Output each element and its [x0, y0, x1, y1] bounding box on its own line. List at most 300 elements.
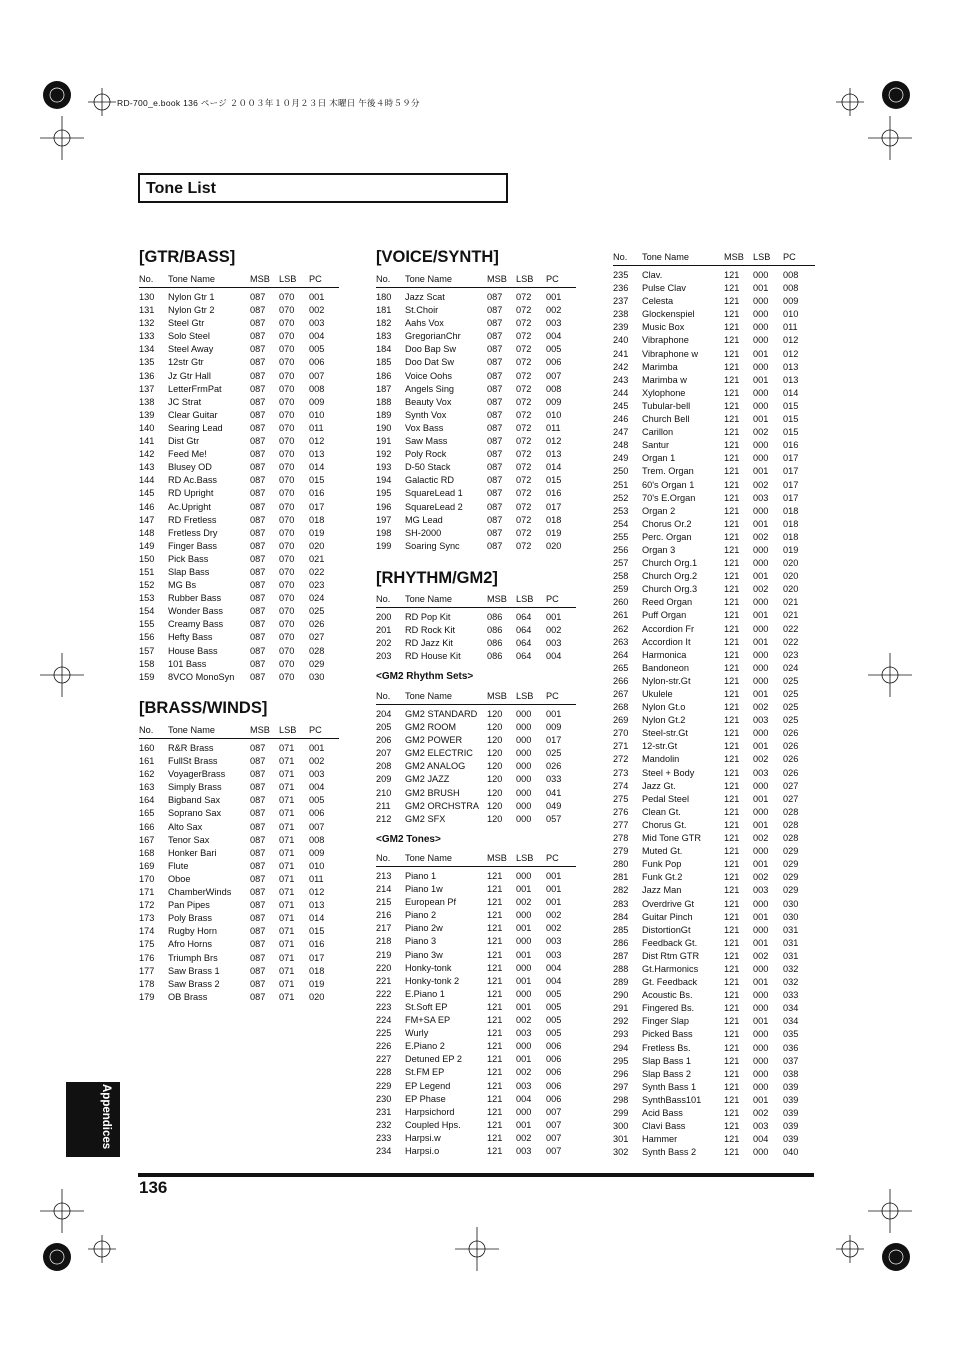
cell-msb: 121 — [724, 492, 740, 503]
cell-no: 200 — [376, 612, 392, 622]
cell-name: VoyagerBrass — [168, 769, 226, 780]
cell-name: Jazz Man — [642, 885, 682, 896]
cell-pc: 003 — [546, 949, 562, 960]
cell-lsb: 000 — [516, 871, 532, 881]
cell-name: Picked Bass — [642, 1029, 693, 1040]
cell-lsb: 070 — [279, 580, 295, 591]
cell-no: 188 — [376, 396, 392, 407]
cell-msb: 087 — [487, 501, 503, 512]
cell-lsb: 000 — [753, 924, 769, 935]
cell-lsb: 070 — [279, 436, 295, 447]
cell-pc: 027 — [783, 780, 799, 791]
cell-msb: 121 — [487, 871, 503, 881]
cell-pc: 018 — [546, 514, 562, 525]
table-row — [613, 963, 815, 976]
cell-name: Acid Bass — [642, 1108, 683, 1118]
table-row — [613, 269, 815, 282]
cell-name: Oboe — [168, 873, 191, 884]
cell-no: 257 — [613, 558, 629, 569]
cell-no: 267 — [613, 689, 629, 699]
cell-lsb: 001 — [753, 911, 769, 922]
cell-msb: 087 — [250, 847, 266, 858]
cell-lsb: 072 — [516, 527, 532, 538]
cell-msb: 121 — [487, 1106, 503, 1117]
cell-pc: 023 — [309, 580, 325, 591]
cell-name: St.Choir — [405, 305, 439, 316]
column-header-msb: MSB — [487, 594, 507, 604]
table-row — [613, 649, 815, 662]
cell-msb: 121 — [724, 1147, 740, 1158]
cell-msb: 121 — [724, 689, 740, 699]
cell-name: Santur — [642, 440, 670, 451]
cell-lsb: 000 — [753, 387, 769, 398]
table-row — [613, 1107, 815, 1120]
cell-msb: 121 — [724, 819, 740, 830]
table-row — [613, 623, 815, 636]
cell-name: RD Ac.Bass — [168, 475, 218, 486]
cell-lsb: 001 — [753, 741, 769, 752]
cell-pc: 005 — [546, 988, 562, 999]
cell-no: 290 — [613, 990, 629, 1001]
cell-name: GM2 JAZZ — [405, 774, 450, 785]
cell-pc: 004 — [546, 962, 562, 973]
cell-no: 227 — [376, 1054, 392, 1065]
cell-no: 213 — [376, 871, 392, 881]
table-row — [376, 624, 576, 637]
table-row — [376, 1093, 576, 1106]
cell-no: 220 — [376, 962, 392, 973]
cell-pc: 026 — [546, 761, 562, 772]
cell-lsb: 070 — [279, 422, 295, 433]
cell-msb: 121 — [724, 374, 740, 385]
table-row — [613, 714, 815, 727]
cell-pc: 028 — [783, 833, 799, 844]
cell-msb: 121 — [724, 898, 740, 909]
cell-msb: 087 — [250, 488, 266, 499]
cell-name: Piano 1w — [405, 884, 443, 895]
table-row — [139, 886, 339, 899]
cell-lsb: 003 — [753, 1121, 769, 1132]
cell-pc: 014 — [783, 387, 799, 398]
cell-msb: 087 — [250, 553, 266, 564]
table-row — [376, 813, 576, 826]
table-row — [376, 514, 576, 527]
cell-msb: 087 — [487, 396, 503, 407]
table-row — [376, 304, 576, 317]
table-row — [376, 734, 576, 747]
cell-no: 273 — [613, 767, 629, 778]
cell-name: Steel Away — [168, 344, 214, 355]
cell-no: 231 — [376, 1106, 392, 1117]
cell-name: Steel Gtr — [168, 318, 205, 329]
cell-pc: 037 — [783, 1055, 799, 1066]
cell-msb: 087 — [250, 658, 266, 669]
cell-lsb: 001 — [753, 859, 769, 870]
cell-no: 223 — [376, 1001, 392, 1012]
cell-pc: 015 — [309, 926, 325, 937]
cell-lsb: 001 — [753, 937, 769, 948]
column-header-no: No. — [613, 252, 628, 262]
cell-lsb: 071 — [279, 860, 295, 871]
cell-msb: 121 — [487, 1119, 503, 1130]
cell-msb: 121 — [724, 558, 740, 569]
cell-msb: 121 — [487, 1015, 503, 1026]
cell-name: EP Phase — [405, 1093, 446, 1104]
cell-lsb: 001 — [753, 348, 769, 359]
cell-lsb: 001 — [753, 518, 769, 529]
table-row — [613, 989, 815, 1002]
cell-lsb: 004 — [753, 1134, 769, 1145]
cell-msb: 087 — [487, 318, 503, 329]
cell-lsb: 072 — [516, 396, 532, 407]
cell-no: 174 — [139, 926, 155, 937]
table-row — [613, 439, 815, 452]
table-row — [376, 540, 576, 553]
cell-pc: 015 — [546, 475, 562, 486]
cell-lsb: 071 — [279, 821, 295, 832]
table-row — [613, 1015, 815, 1028]
table-row — [613, 1081, 815, 1094]
cell-pc: 023 — [783, 649, 799, 660]
cell-lsb: 000 — [516, 962, 532, 973]
cell-lsb: 000 — [753, 440, 769, 451]
cell-no: 276 — [613, 806, 629, 817]
table-row — [613, 688, 815, 701]
cell-no: 148 — [139, 527, 155, 538]
cell-pc: 014 — [309, 913, 325, 924]
cell-msb: 087 — [250, 501, 266, 512]
cell-name: Carillon — [642, 427, 674, 438]
cell-msb: 087 — [487, 527, 503, 538]
cell-name: Bigband Sax — [168, 795, 221, 806]
cell-name: Acoustic Bs. — [642, 990, 693, 1001]
cell-name: Rubber Bass — [168, 593, 222, 604]
cell-no: 154 — [139, 606, 155, 617]
cell-name: Poly Brass — [168, 913, 212, 924]
cell-name: E.Piano 2 — [405, 1041, 445, 1052]
table-row — [613, 334, 815, 347]
cell-no: 183 — [376, 331, 392, 342]
cell-name: 12-str.Gt — [642, 741, 678, 752]
table-row — [613, 845, 815, 858]
cell-name: Ac.Upright — [168, 501, 211, 512]
cell-name: GM2 ORCHSTRA — [405, 800, 480, 811]
cell-lsb: 000 — [753, 649, 769, 660]
table-rhythm-gm2 — [376, 591, 576, 663]
cell-pc: 013 — [309, 449, 325, 460]
cell-lsb: 070 — [279, 658, 295, 669]
cell-name: E.Piano 1 — [405, 988, 445, 999]
cell-pc: 039 — [783, 1108, 799, 1118]
cell-no: 238 — [613, 309, 629, 320]
cell-pc: 035 — [783, 1029, 799, 1040]
cell-no: 239 — [613, 322, 629, 333]
cell-lsb: 000 — [516, 988, 532, 999]
cell-no: 233 — [376, 1132, 392, 1143]
table-row — [139, 794, 339, 807]
cell-name: R&R Brass — [168, 743, 214, 753]
table-row — [613, 544, 815, 557]
cell-pc: 004 — [546, 331, 562, 342]
cell-lsb: 002 — [753, 833, 769, 844]
cell-msb: 087 — [250, 318, 266, 329]
cell-msb: 087 — [487, 409, 503, 420]
cell-msb: 087 — [487, 449, 503, 460]
cell-pc: 020 — [309, 991, 325, 1002]
cell-lsb: 071 — [279, 834, 295, 845]
cell-msb: 121 — [487, 975, 503, 986]
cell-pc: 032 — [783, 977, 799, 988]
cell-msb: 121 — [724, 872, 740, 883]
cell-no: 243 — [613, 374, 629, 385]
cell-pc: 013 — [783, 361, 799, 372]
cell-no: 138 — [139, 396, 155, 407]
cell-pc: 011 — [546, 422, 561, 433]
cell-name: Slap Bass 2 — [642, 1068, 692, 1079]
cell-pc: 003 — [309, 318, 325, 329]
cell-name: Doo Bap Sw — [405, 344, 457, 355]
table-row — [376, 949, 576, 962]
table-row — [376, 1027, 576, 1040]
cell-lsb: 002 — [516, 1132, 532, 1143]
cell-no: 164 — [139, 795, 155, 806]
cell-msb: 087 — [487, 436, 503, 447]
cell-pc: 034 — [783, 1016, 799, 1027]
cell-msb: 087 — [487, 383, 503, 394]
cell-lsb: 070 — [279, 409, 295, 420]
cell-no: 293 — [613, 1029, 629, 1040]
cell-lsb: 000 — [753, 597, 769, 608]
table-row — [139, 925, 339, 938]
cell-msb: 121 — [724, 427, 740, 438]
cell-name: Saw Mass — [405, 436, 448, 447]
table-row — [139, 847, 339, 860]
cell-name: SynthBass101 — [642, 1094, 702, 1105]
cell-pc: 011 — [309, 422, 324, 433]
cell-no: 269 — [613, 715, 629, 726]
cell-pc: 039 — [783, 1094, 799, 1105]
cell-name: Harpsichord — [405, 1106, 455, 1117]
cell-lsb: 001 — [516, 884, 532, 895]
cell-msb: 086 — [487, 612, 503, 622]
cell-no: 211 — [376, 800, 391, 811]
subheading-gm2-tones: <GM2 Tones> — [376, 834, 441, 845]
cell-name: Chorus Or.2 — [642, 518, 692, 529]
table-row — [376, 1066, 576, 1079]
cell-pc: 001 — [546, 612, 562, 622]
cell-name: GM2 ROOM — [405, 722, 457, 733]
table-row — [139, 781, 339, 794]
cell-pc: 025 — [783, 689, 799, 699]
cell-no: 288 — [613, 963, 629, 974]
cell-name: FM+SA EP — [405, 1015, 451, 1026]
cell-pc: 029 — [783, 872, 799, 883]
cell-msb: 121 — [487, 1132, 503, 1143]
cell-msb: 121 — [724, 859, 740, 870]
cell-lsb: 000 — [753, 1042, 769, 1053]
table-row — [613, 308, 815, 321]
cell-no: 181 — [376, 305, 392, 316]
cell-msb: 121 — [724, 833, 740, 844]
cell-lsb: 072 — [516, 488, 532, 499]
table-row — [376, 1080, 576, 1093]
table-row — [139, 821, 339, 834]
table-row — [613, 924, 815, 937]
cell-pc: 004 — [309, 331, 325, 342]
cell-lsb: 000 — [753, 623, 769, 634]
cell-pc: 033 — [546, 774, 562, 785]
cell-lsb: 000 — [753, 1055, 769, 1066]
cell-no: 176 — [139, 952, 155, 963]
cell-pc: 031 — [783, 924, 799, 935]
table-row — [139, 317, 339, 330]
column-header-no: No. — [376, 853, 391, 863]
cell-pc: 015 — [309, 475, 325, 486]
cell-lsb: 071 — [279, 847, 295, 858]
cell-lsb: 070 — [279, 305, 295, 316]
cell-msb: 087 — [250, 396, 266, 407]
cell-pc: 041 — [546, 787, 562, 798]
cell-msb: 087 — [250, 978, 266, 989]
cell-msb: 121 — [724, 937, 740, 948]
table-row — [613, 701, 815, 714]
table-row — [376, 461, 576, 474]
cell-pc: 039 — [783, 1121, 799, 1132]
cell-name: Flute — [168, 860, 189, 871]
cell-lsb: 002 — [516, 1015, 532, 1026]
cell-pc: 010 — [546, 409, 562, 420]
cell-name: Guitar Pinch — [642, 911, 693, 922]
cell-pc: 029 — [309, 658, 325, 669]
cell-no: 177 — [139, 965, 155, 976]
cell-msb: 121 — [724, 623, 740, 634]
cell-no: 189 — [376, 409, 392, 420]
cell-lsb: 070 — [279, 593, 295, 604]
table-row — [613, 780, 815, 793]
cell-msb: 121 — [487, 923, 503, 934]
cell-no: 299 — [613, 1108, 629, 1118]
cell-no: 249 — [613, 453, 629, 464]
cell-pc: 025 — [783, 715, 799, 726]
cell-msb: 121 — [724, 453, 740, 464]
cell-lsb: 072 — [516, 370, 532, 381]
table-row — [376, 501, 576, 514]
cell-no: 291 — [613, 1003, 629, 1014]
cell-msb: 121 — [724, 754, 740, 765]
cell-no: 253 — [613, 505, 629, 516]
cell-lsb: 000 — [516, 1041, 532, 1052]
cell-lsb: 000 — [753, 728, 769, 739]
cell-name: European Pf — [405, 897, 457, 908]
cell-msb: 087 — [250, 965, 266, 976]
cell-lsb: 000 — [753, 309, 769, 320]
cell-msb: 121 — [724, 296, 740, 307]
cell-lsb: 000 — [516, 748, 532, 759]
cell-no: 289 — [613, 977, 629, 988]
cell-no: 132 — [139, 318, 155, 329]
cell-lsb: 002 — [516, 1067, 532, 1078]
table-row — [613, 570, 815, 583]
cell-msb: 120 — [487, 722, 503, 733]
cell-no: 265 — [613, 662, 629, 673]
cell-pc: 021 — [783, 597, 799, 608]
cell-lsb: 070 — [279, 475, 295, 486]
cell-name: Vox Bass — [405, 422, 444, 433]
table-row — [613, 1133, 815, 1146]
cell-pc: 020 — [309, 540, 325, 551]
cell-no: 169 — [139, 860, 155, 871]
column-header-pc: PC — [546, 691, 559, 701]
table-row — [376, 1106, 576, 1119]
cell-no: 256 — [613, 544, 629, 555]
cell-name: Celesta — [642, 296, 674, 307]
cell-name: Harpsi.o — [405, 1145, 440, 1156]
table-row — [376, 611, 576, 624]
cell-msb: 087 — [250, 795, 266, 806]
cell-no: 216 — [376, 910, 392, 921]
cell-no: 136 — [139, 370, 155, 381]
table-row — [376, 883, 576, 896]
cell-no: 201 — [376, 625, 392, 636]
table-row — [376, 1053, 576, 1066]
cell-pc: 001 — [546, 709, 562, 719]
cell-lsb: 000 — [753, 335, 769, 346]
cell-name: Mandolin — [642, 754, 680, 765]
cell-pc: 007 — [546, 370, 562, 381]
cell-name: GM2 SFX — [405, 813, 446, 824]
cell-lsb: 072 — [516, 475, 532, 486]
cell-pc: 008 — [783, 270, 799, 280]
table-row — [139, 343, 339, 356]
table-row — [139, 291, 339, 304]
cell-no: 172 — [139, 900, 155, 911]
cell-pc: 030 — [783, 911, 799, 922]
cell-no: 221 — [376, 975, 392, 986]
cell-name: Synth Bass 1 — [642, 1081, 697, 1092]
cell-name: Hefty Bass — [168, 632, 213, 643]
cell-msb: 087 — [250, 606, 266, 617]
table-row — [376, 708, 576, 721]
cell-name: Soaring Sync — [405, 540, 460, 551]
cell-name: Slap Bass — [168, 566, 210, 577]
cell-no: 278 — [613, 833, 629, 844]
table-row — [376, 396, 576, 409]
cell-msb: 121 — [724, 1094, 740, 1105]
cell-msb: 121 — [724, 1134, 740, 1145]
cell-msb: 087 — [250, 566, 266, 577]
column-header-no: No. — [139, 274, 154, 284]
cell-pc: 017 — [783, 453, 799, 464]
table-row — [376, 527, 576, 540]
cell-pc: 012 — [309, 887, 325, 898]
column-header-name: Tone Name — [168, 725, 215, 735]
cell-msb: 121 — [724, 924, 740, 935]
cell-msb: 087 — [250, 409, 266, 420]
table-row — [139, 834, 339, 847]
section-heading-gtr-bass: [GTR/BASS] — [139, 248, 236, 266]
cell-name: Dist Rtm GTR — [642, 950, 700, 961]
cell-name: Feed Me! — [168, 449, 207, 460]
cell-no: 157 — [139, 645, 155, 656]
cell-pc: 006 — [309, 357, 325, 368]
cell-name: Funk Pop — [642, 859, 682, 870]
cell-lsb: 072 — [516, 305, 532, 316]
cell-name: Beauty Vox — [405, 396, 452, 407]
cell-lsb: 000 — [753, 1003, 769, 1014]
cell-lsb: 001 — [753, 1016, 769, 1027]
cell-name: Nylon Gtr 1 — [168, 292, 215, 302]
cell-lsb: 000 — [753, 675, 769, 686]
